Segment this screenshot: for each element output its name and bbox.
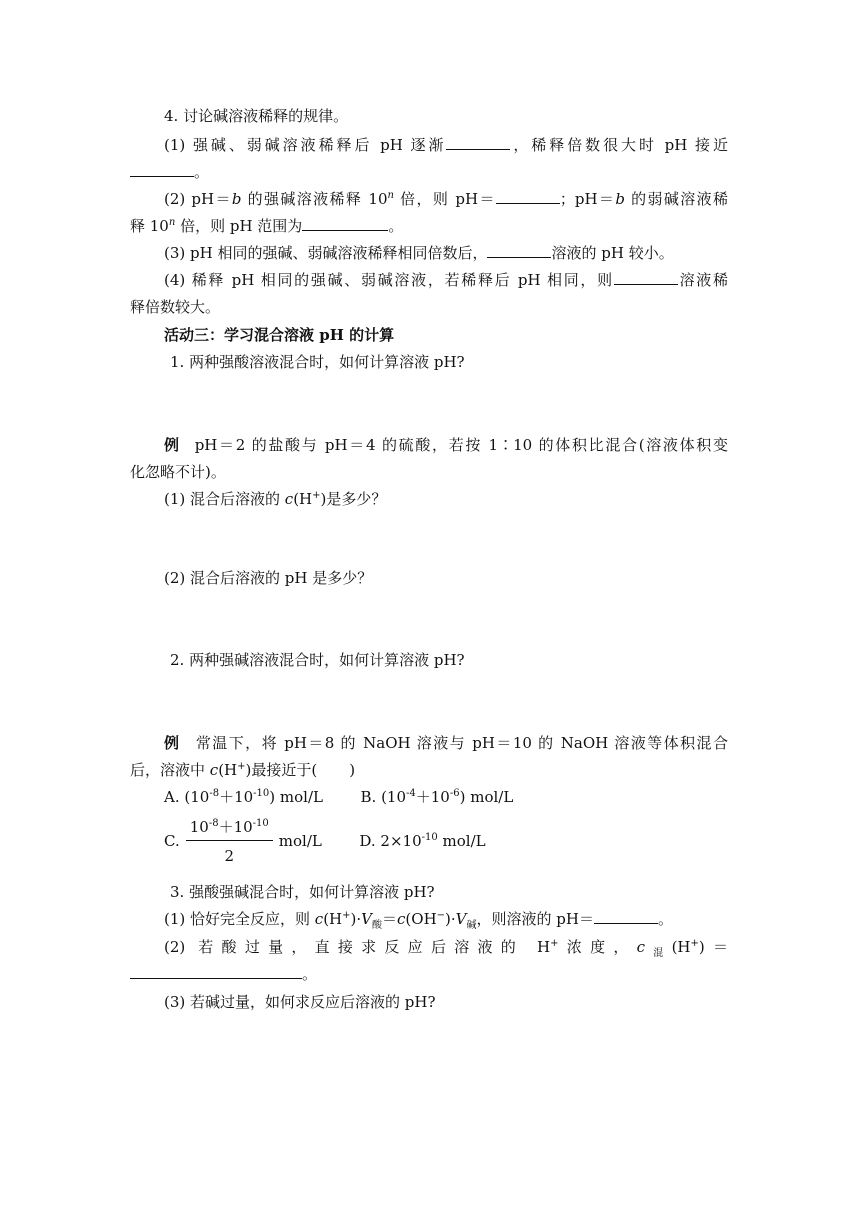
example2-options-row2 bbox=[164, 816, 486, 867]
option-c[interactable]: C. $\frac{10^{-8}+10^{-10}}{2}$ mol/L bbox=[164, 818, 322, 865]
activity3-question3: 3. 强酸强碱混合时，如何计算溶液 pH? bbox=[170, 883, 435, 901]
question3-part2: (2) 若酸过量，直接求反应后溶液的 H+浓度，$c_混(H^+)=$ bbox=[164, 938, 729, 959]
option-a[interactable]: A. $(10^{-8}+10^{-10})$ mol/L bbox=[164, 788, 323, 806]
example2-options-row1 bbox=[164, 787, 513, 807]
example2: 例 常温下，将 pH＝8 的 NaOH 溶液与 pH＝10 的 NaOH 溶液等体积混合 bbox=[164, 734, 728, 752]
section4-question1-cont: 。 bbox=[130, 162, 209, 182]
section4-question3: (3) pH 相同的强碱、弱碱溶液稀释相同倍数后， 溶液的 pH 较小。 bbox=[164, 244, 674, 262]
answer-blank[interactable] bbox=[487, 243, 551, 258]
example2-cont: 后，溶液中 c(H+)最接近于( ) bbox=[130, 761, 356, 779]
section4-question2: (2) pH＝b 的强碱溶液稀释 10$^n$ 倍，则 pH＝ ；pH＝b 的弱碱溶液稀 bbox=[164, 190, 728, 208]
fraction: $\frac{10^{-8}+10^{-10}}{2}$ bbox=[186, 816, 273, 867]
answer-blank[interactable] bbox=[594, 909, 658, 924]
section4-question4: (4) 稀释 pH 相同的强碱、弱碱溶液，若稀释后 pH 相同，则 溶液稀 bbox=[164, 271, 728, 289]
question3-part2-cont: 。 bbox=[130, 964, 317, 984]
example1: 例 pH＝2 的盐酸与 pH＝4 的硫酸，若按 1∶10 的体积比混合(溶液体积变 bbox=[164, 436, 728, 454]
option-b[interactable]: B. $(10^{-4}+10^{-6})$ mol/L bbox=[360, 788, 514, 806]
section4-question1: (1) 强碱、弱碱溶液稀释后 pH 逐渐 ，稀释倍数很大时 pH 接近 bbox=[164, 136, 728, 154]
answer-blank[interactable] bbox=[302, 216, 388, 231]
question3-part3: (3) 若碱过量，如何求反应后溶液的 pH? bbox=[164, 993, 436, 1011]
activity3-question1: 1. 两种强酸溶液混合时，如何计算溶液 pH? bbox=[170, 353, 465, 371]
answer-bracket[interactable] bbox=[317, 761, 349, 775]
answer-blank[interactable] bbox=[614, 270, 678, 285]
answer-blank[interactable] bbox=[130, 162, 194, 177]
section4-heading: 4. 讨论碱溶液稀释的规律。 bbox=[164, 107, 349, 125]
example-label: 例 bbox=[164, 436, 181, 454]
option-d[interactable]: D. $2\times 10^{-10}$ mol/L bbox=[359, 831, 486, 850]
answer-blank[interactable] bbox=[446, 135, 510, 150]
section4-question2-cont: 释 10$^n$ 倍，则 pH 范围为 。 bbox=[130, 217, 404, 235]
activity3-question2: 2. 两种强碱溶液混合时，如何计算溶液 pH? bbox=[170, 651, 465, 669]
activity3-title: 活动三：学习混合溶液 pH 的计算 bbox=[164, 326, 395, 344]
example1-cont: 化忽略不计)。 bbox=[130, 463, 226, 481]
question3-part1: (1) 恰好完全反应，则 $c(H^+)\cdot V_酸=c(OH^-)\cdot V_碱$，则溶液的 pH＝ 。 bbox=[164, 910, 673, 931]
example1-question2: (2) 混合后溶液的 pH 是多少？ bbox=[164, 569, 373, 587]
answer-blank[interactable] bbox=[130, 964, 302, 979]
section4-question4-cont: 释倍数较大。 bbox=[130, 298, 221, 316]
example-label: 例 bbox=[164, 734, 181, 752]
answer-blank[interactable] bbox=[496, 189, 560, 204]
example1-question1: (1) 混合后溶液的 c(H+)是多少？ bbox=[164, 490, 387, 508]
